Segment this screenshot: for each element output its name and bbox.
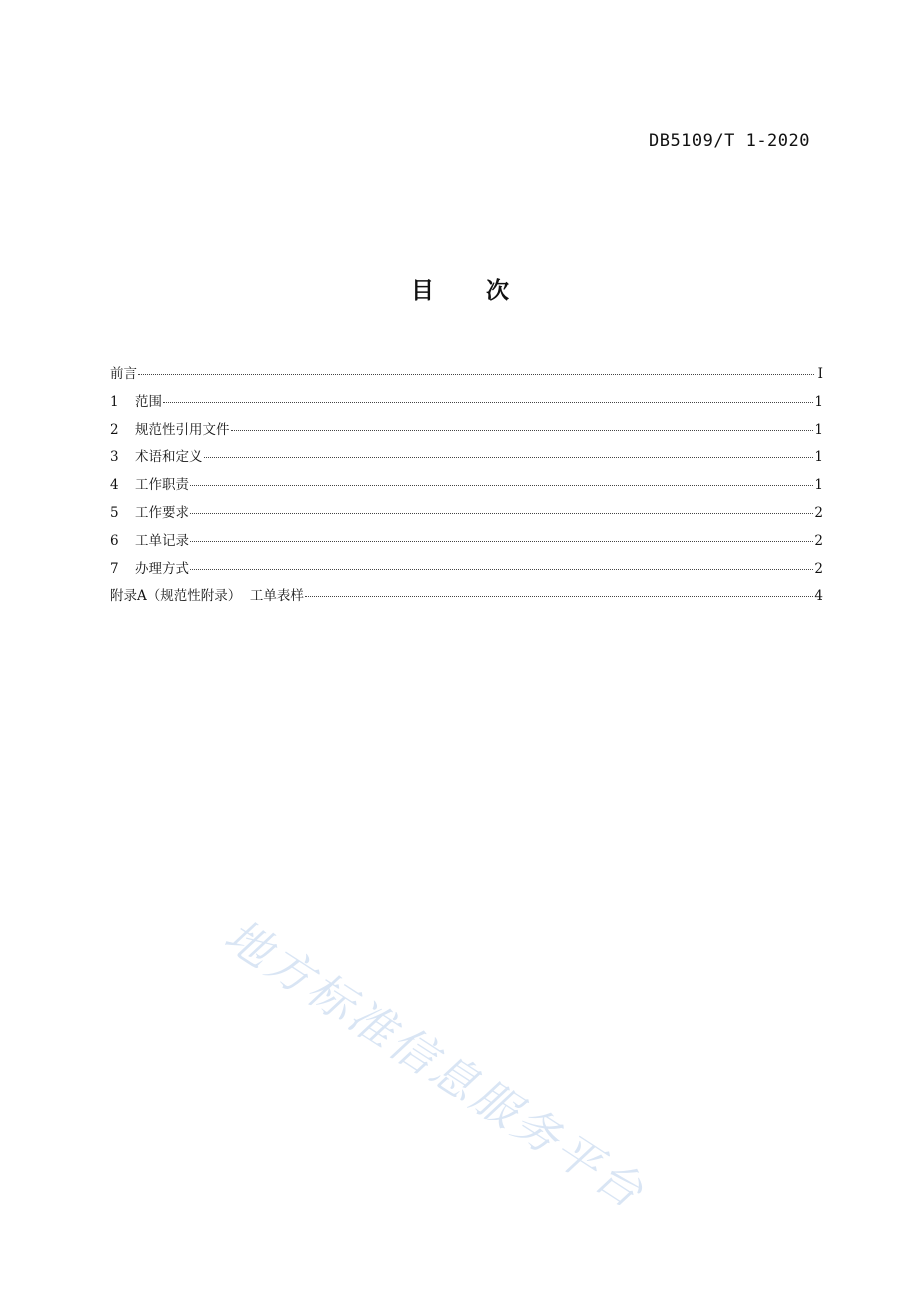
toc-entry-number: 2 bbox=[110, 421, 119, 438]
toc-entry-page: 4 bbox=[814, 588, 823, 605]
toc-leader-dots bbox=[138, 374, 814, 375]
toc-entry-label: 规范性引用文件 bbox=[135, 421, 230, 438]
toc-entry-normative-references[interactable] bbox=[110, 421, 823, 449]
toc-entry-page: 1 bbox=[814, 421, 823, 438]
toc-title-char-2: 次 bbox=[486, 278, 509, 304]
toc-entry-label: 前言 bbox=[110, 366, 137, 382]
toc-entry-page: 2 bbox=[814, 504, 823, 521]
table-of-contents bbox=[110, 365, 823, 615]
toc-leader-dots bbox=[231, 430, 814, 431]
toc-entry-terms-definitions[interactable] bbox=[110, 448, 823, 476]
toc-entry-responsibilities[interactable] bbox=[110, 476, 823, 504]
toc-entry-scope[interactable] bbox=[110, 393, 823, 421]
toc-entry-label: 范围 bbox=[135, 393, 162, 410]
toc-entry-number: 5 bbox=[110, 504, 119, 521]
toc-title bbox=[0, 272, 920, 305]
toc-entry-number: 6 bbox=[110, 532, 119, 549]
toc-leader-dots bbox=[190, 541, 813, 542]
toc-leader-dots bbox=[305, 596, 814, 597]
toc-entry-label: 工单记录 bbox=[135, 532, 189, 549]
toc-leader-dots bbox=[190, 485, 813, 486]
toc-leader-dots bbox=[163, 402, 813, 403]
toc-entry-page: 2 bbox=[814, 532, 823, 549]
toc-entry-page: 1 bbox=[814, 449, 823, 466]
toc-entry-foreword[interactable] bbox=[110, 365, 823, 393]
toc-title-char-1: 目 bbox=[411, 278, 434, 304]
toc-entry-label: 术语和定义 bbox=[135, 449, 203, 466]
toc-entry-handling-methods[interactable] bbox=[110, 560, 823, 588]
document-code: DB5109/T 1-2020 bbox=[648, 131, 810, 151]
toc-leader-dots bbox=[204, 457, 814, 458]
watermark-text: 地方标准信息服务平台 bbox=[215, 908, 656, 1220]
toc-entry-page: 1 bbox=[814, 477, 823, 494]
toc-leader-dots bbox=[190, 513, 813, 514]
toc-entry-label: 办理方式 bbox=[135, 560, 189, 577]
toc-entry-number: 7 bbox=[110, 560, 119, 577]
toc-entry-number: 4 bbox=[110, 477, 119, 494]
toc-entry-work-order-records[interactable] bbox=[110, 532, 823, 560]
toc-entry-label: 工作职责 bbox=[135, 477, 189, 494]
toc-entry-number: 1 bbox=[110, 393, 119, 410]
toc-entry-page: 2 bbox=[814, 560, 823, 577]
toc-entry-label: 附录A（规范性附录） 工单表样 bbox=[110, 588, 304, 605]
toc-entry-requirements[interactable] bbox=[110, 504, 823, 532]
toc-entry-label: 工作要求 bbox=[135, 504, 189, 521]
toc-entry-appendix-a[interactable] bbox=[110, 587, 823, 615]
toc-leader-dots bbox=[190, 569, 813, 570]
toc-entry-number: 3 bbox=[110, 449, 119, 466]
toc-entry-page: I bbox=[817, 366, 823, 382]
toc-entry-page: 1 bbox=[814, 393, 823, 410]
